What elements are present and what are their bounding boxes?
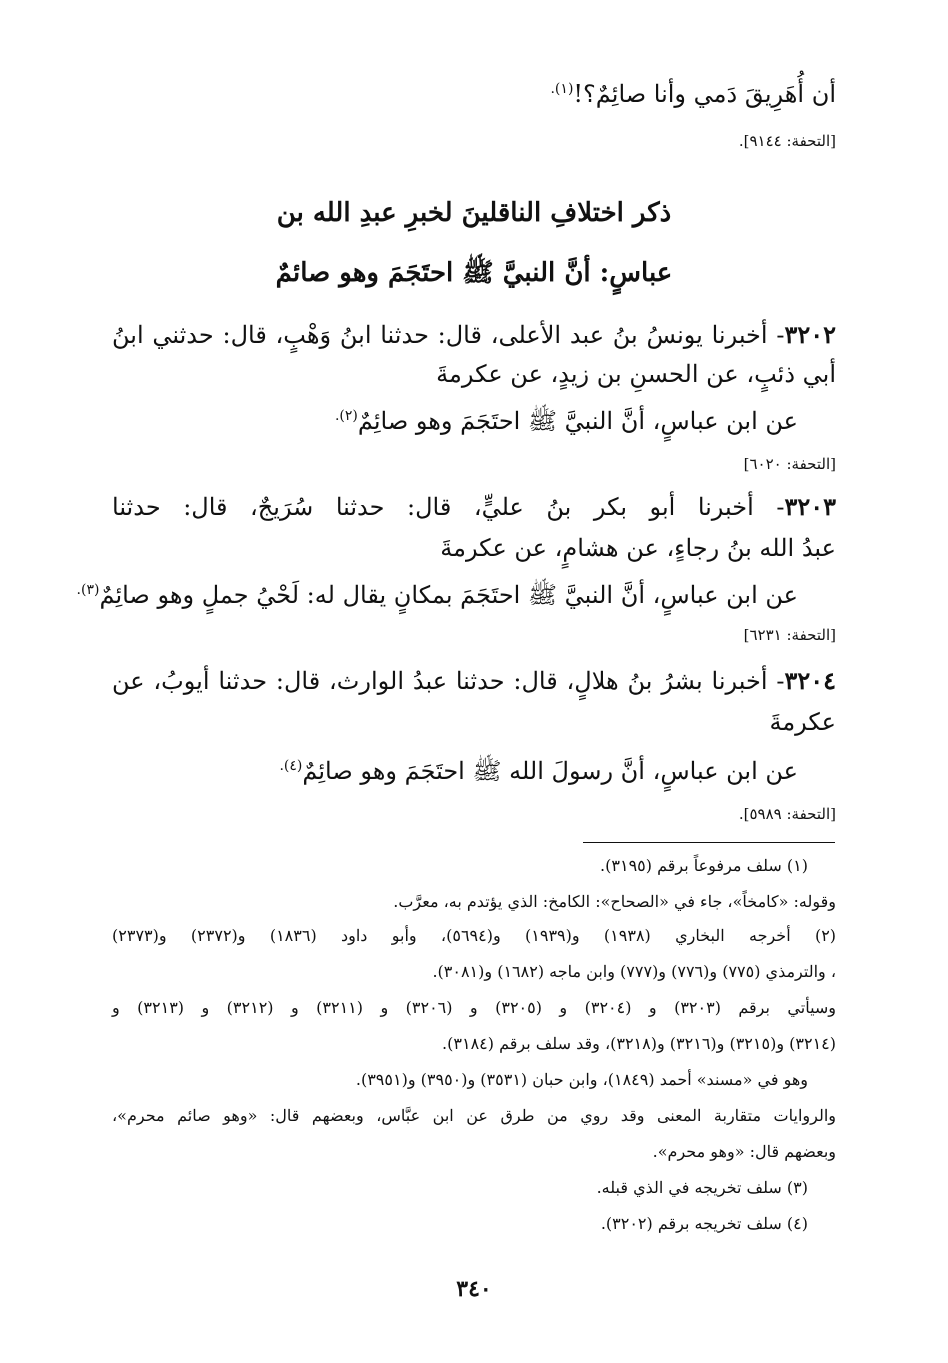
hadith-text: عن ابن عباسٍ، أنَّ النبيَّ ﷺ احتَجَمَ بمكانٍ يقال له: لَحْيُ جملٍ وهو صائِمٌ: [99, 581, 798, 609]
hadith-3202-line-3: [335, 406, 798, 441]
hadith-text: - أخبرنا أبو بكر بنُ عليٍّ، قال: حدثنا سُرَيجٌ، قال: حدثنا: [112, 493, 785, 521]
tuhfa-reference: [التحفة: ٦٠٢٠]: [743, 455, 836, 473]
tuhfa-reference: [التحفة: ٩١٤٤].: [738, 132, 836, 150]
hadith-3204-line-1: [112, 666, 836, 695]
chapter-heading-line-1: ذكر اختلافِ الناقلينَ لخبرِ عبدِ الله بن: [276, 198, 672, 228]
footnote-3: (٣) سلف تخريجه في الذي قبله.: [596, 1178, 808, 1197]
tuhfa-reference: [التحفة: ٥٩٨٩].: [738, 805, 836, 823]
hadith-3203-line-2: عبدُ الله بنُ رجاءٍ، عن هشامٍ، عن عكرمةَ: [440, 534, 836, 562]
footnote-4: (٤) سلف تخريجه برقم (٣٢٠٢).: [600, 1214, 808, 1233]
hadith-number: ٣٢٠٤: [784, 666, 836, 695]
footnote-marker: (٤).: [279, 758, 303, 774]
footnote-2-line-3: وسيأتي برقم (٣٢٠٣) و (٣٢٠٤) و (٣٢٠٥) و (٣٢٠٦) و (٣٢١١) و (٣٢١٢) و (٣٢١٣) و: [112, 998, 837, 1017]
footnote-1-continuation: وقوله: «كامخاً»، جاء في «الصحاح»: الكامخ: الذي يؤتدم به، معرَّب.: [393, 892, 836, 911]
footnote-marker: (١).: [550, 81, 574, 97]
hadith-text: عن ابن عباسٍ، أنَّ النبيَّ ﷺ احتَجَمَ وهو صائِمٌ: [357, 407, 798, 435]
footnote-2-line-6: والروايات متقاربة المعنى وقد روي من طرق عن ابن عبَّاس، وبعضهم قال: «وهو صائم محرم»،: [112, 1106, 836, 1125]
continuation-line: [550, 80, 836, 108]
hadith-text: عن ابن عباسٍ، أنَّ رسولَ الله ﷺ احتَجَمَ وهو صائِمٌ: [302, 757, 798, 785]
footnote-2-line-4: (٣٢١٤) و(٣٢١٥) و(٣٢١٦) و(٣٢١٨)، وقد سلف برقم (٣١٨٤).: [442, 1034, 836, 1053]
footnote-2: (٢) أخرجه البخاري (١٩٣٨) و(١٩٣٩) و(٥٦٩٤)، وأبو داود (١٨٣٦) و(٢٣٧٢) و(٢٣٧٣): [112, 926, 837, 945]
footnote-2-line-5: وهو في «مسند» أحمد (١٨٤٩)، وابن حبان (٣٥٣١) و(٣٩٥٠) و(٣٩٥١).: [355, 1070, 808, 1089]
footnote-separator: [583, 842, 835, 843]
footnote-1: (١) سلف مرفوعاً برقم (٣١٩٥).: [600, 856, 808, 875]
hadith-3204-line-2: عكرمةَ: [769, 708, 836, 736]
hadith-3203-line-3: [77, 580, 798, 615]
hadith-3203-line-1: [112, 492, 836, 521]
footnote-2-line-7: وبعضهم قال: «وهو محرم».: [652, 1142, 836, 1161]
footnote-2-line-2: ، والترمذي (٧٧٥) و(٧٧٦) و(٧٧٧) وابن ماجه (١٦٨٢) و(٣٠٨١).: [432, 962, 836, 981]
hadith-3204-line-3: [279, 756, 798, 791]
page-number: ٣٤٠: [456, 1276, 492, 1302]
tuhfa-reference: [التحفة: ٦٢٣١]: [743, 626, 836, 644]
hadith-text: - أخبرنا بشرُ بنُ هلالٍ، قال: حدثنا عبدُ الوارث، قال: حدثنا أيوبُ، عن: [112, 667, 785, 695]
footnote-marker: (٣).: [76, 582, 100, 598]
hadith-number: ٣٢٠٢: [784, 320, 836, 349]
hadith-3202-line-1: [112, 320, 836, 349]
hadith-text: - أخبرنا يونسُ بنُ عبد الأعلى، قال: حدثنا ابنُ وَهْبٍ، قال: حدثني ابنُ: [112, 321, 785, 349]
continuation-text: أن أُهَرِيقَ دَمي وأنا صائِمٌ؟!: [573, 80, 836, 108]
hadith-3202-line-2: أبي ذئبٍ، عن الحسنِ بن زيدٍ، عن عكرمةَ: [436, 360, 836, 388]
hadith-number: ٣٢٠٣: [784, 492, 836, 521]
chapter-heading-line-2: عباسٍ: أنَّ النبيَّ ﷺ احتَجَمَ وهو صائمٌ: [275, 258, 673, 288]
footnote-marker: (٢).: [334, 408, 358, 424]
